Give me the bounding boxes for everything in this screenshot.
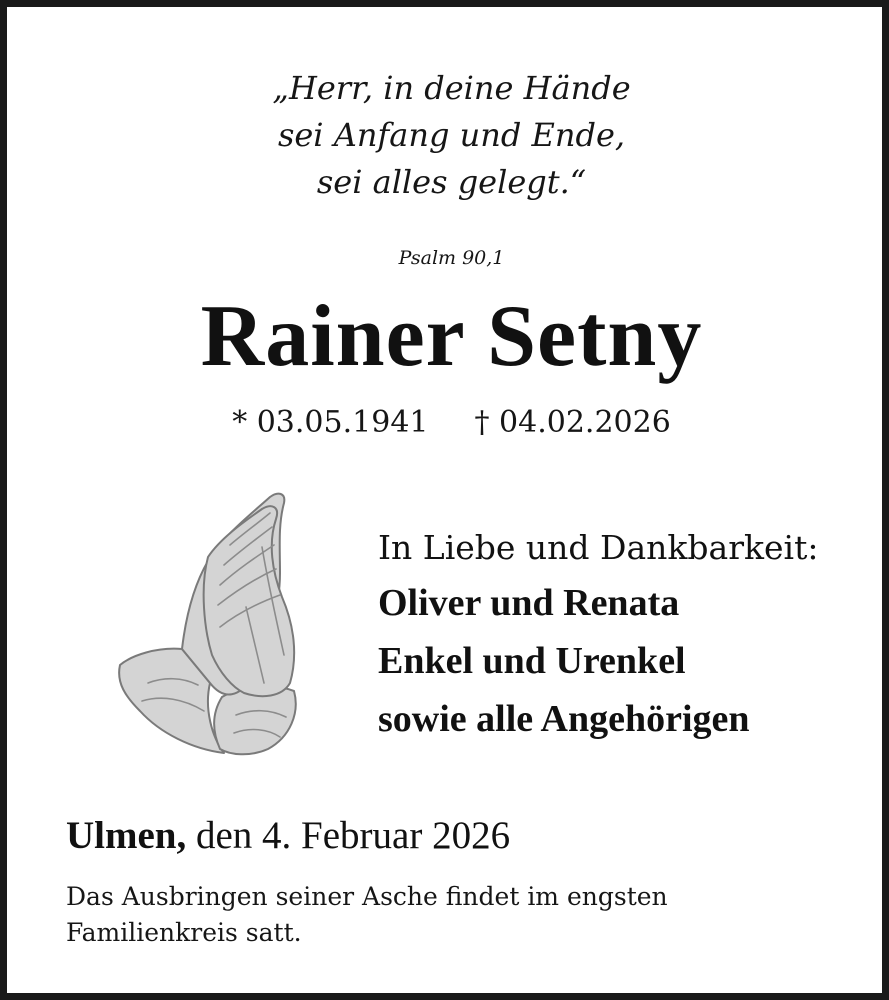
notice-date: den 4. Februar 2026 [196,814,511,857]
town-name: Ulmen, [66,814,187,857]
quote-line: „Herr, in deine Hände [272,69,631,107]
quote-line: sei alles gelegt.“ [316,163,587,201]
note-line: Familienkreis satt. [66,918,302,947]
note-line: Das Ausbringen seiner Asche findet im engsten [66,882,668,911]
mourners-block [378,522,818,748]
mourner-line: Enkel und Urenkel [378,640,686,682]
place-and-date [66,813,510,858]
deceased-name: Rainer Setny [200,288,703,385]
life-dates [7,405,889,440]
quote-line: sei Anfang und Ende, [277,116,626,154]
death-date: † 04.02.2026 [474,405,671,440]
bible-quote [7,65,889,206]
mourner-line: sowie alle Angehörigen [378,698,750,740]
mourners-intro: In Liebe und Dankbarkeit: [378,528,819,567]
mourner-line: Oliver und Renata [378,582,680,624]
birth-date: * 03.05.1941 [232,405,429,440]
praying-hands-icon [112,487,312,762]
burial-note [66,879,846,951]
quote-source: Psalm 90,1 [398,247,505,269]
